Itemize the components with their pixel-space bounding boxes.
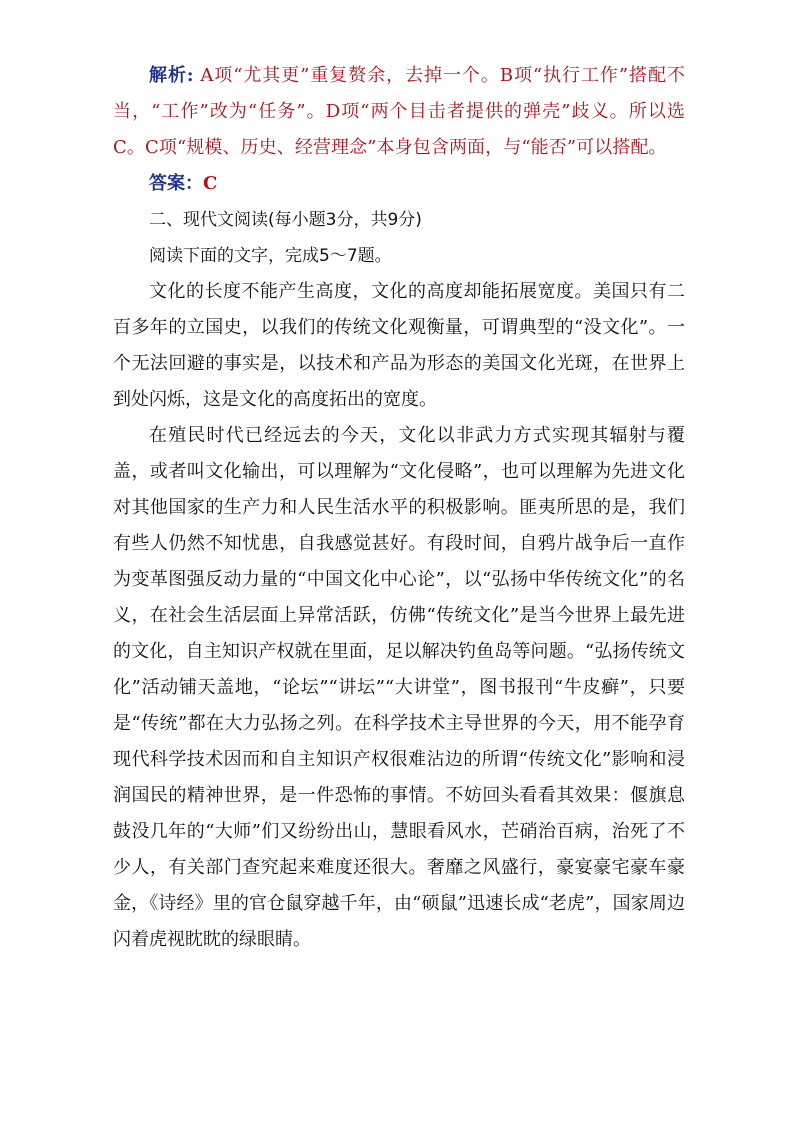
answer-colon: ： (185, 173, 203, 194)
answer-label: 答案 (149, 173, 185, 194)
passage-paragraph: 在殖民时代已经远去的今天，文化以非武力方式实现其辐射与覆盖，或者叫文化输出，可以理解为“文化侵略”，也可以理解为先进文化对其他国家的生产力和人民生活水平的积极影响。匪夷所思的是，我们有些人仍然不知忧患，自我感觉甚好。有段时间，自鸦片战争后一直作为变革图强反动力量的“中国文化中心论”，以“弘扬中华传统文化”的名义，在社会生活层面上异常活跃，仿佛“传统文化”是当今世界上最先进的文化，自主知识产权就在里面，足以解决钓鱼岛等问题。“弘扬传统文化”活动铺天盖地，“论坛”“讲坛”“大讲堂”，图书报刊“牛皮癣”，只要是“传统”都在大力弘扬之列。在科学技术主导世界的今天，用不能孕育现代科学技术因而和自主知识产权很难沾边的所谓“传统文化”影响和浸润国民的精神世界，是一件恐怖的事情。不妨回头看看其效果：偃旗息鼓没几年的“大师”们又纷纷出山，慧眼看风水，芒硝治百病，治死了不少人，有关部门查究起来难度还很大。奢靡之风盛行，豪宴豪宅豪车豪金，《诗经》里的官仓鼠穿越千年，由“硕鼠”迅速长成“老虎”，国家周边闪着虎视眈眈的绿眼睛。 (113, 425, 685, 950)
document-page (113, 58, 685, 958)
answer-value: C (203, 173, 218, 194)
answer-line (113, 166, 685, 202)
section-title: 二、现代文阅读(每小题3分，共9分) (149, 210, 422, 230)
passage-paragraph: 文化的长度不能产生高度，文化的高度却能拓展宽度。美国只有二百多年的立国史，以我们的传统文化观衡量，可谓典型的“没文化”。一个无法回避的事实是，以技术和产品为形态的美国文化光斑，在世界上到处闪烁，这是文化的高度拓出的宽度。 (113, 281, 685, 410)
analysis-paragraph (113, 58, 685, 166)
reading-passage (113, 274, 685, 958)
reading-instruction: 阅读下面的文字，完成5～7题。 (149, 246, 392, 266)
analysis-text: A项“尤其更”重复赘余，去掉一个。B项“执行工作”搭配不当，“工作”改为“任务”。D项“两个目击者提供的弹壳”歧义。所以选C。C项“规模、历史、经营理念”本身包含两面，与“能否”可以搭配。 (113, 65, 686, 158)
analysis-colon: : (186, 65, 194, 86)
analysis-label: 解析 (149, 65, 187, 86)
